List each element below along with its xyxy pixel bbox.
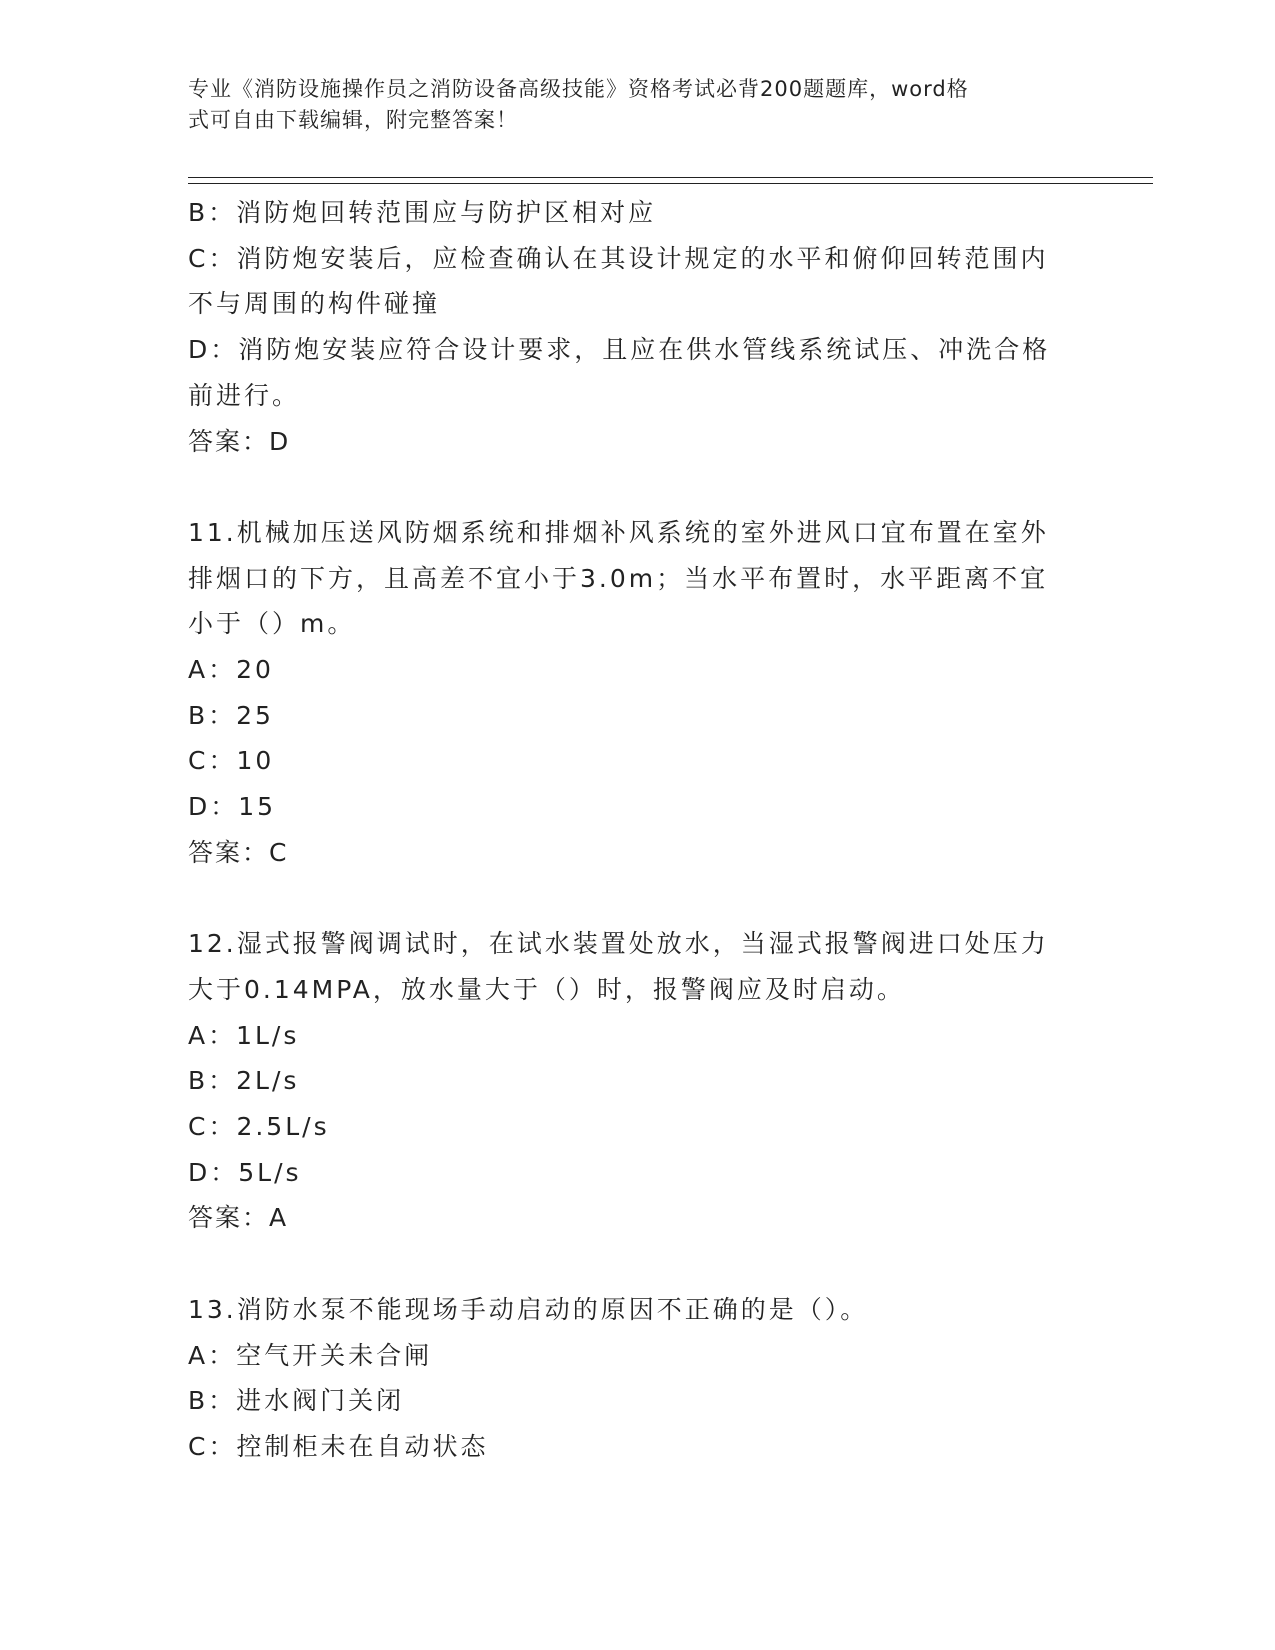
option-line: C：10 [188, 746, 275, 776]
option-line: C：控制柜未在自动状态 [188, 1431, 489, 1461]
answer-line: 答案：C [188, 837, 289, 867]
option-line: 不与周围的构件碰撞 [188, 289, 441, 319]
question-stem: 12.湿式报警阀调试时，在试水装置处放水，当湿式报警阀进口处压力 [188, 929, 1049, 959]
option-line: 前进行。 [188, 380, 301, 410]
question-stem: 排烟口的下方，且高差不宜小于3.0m；当水平布置时，水平距离不宜 [188, 563, 1049, 593]
option-line: A：20 [188, 655, 274, 685]
question-block [188, 1287, 1088, 1470]
question-block [188, 921, 1088, 1241]
question-stem: 11.机械加压送风防烟系统和排烟补风系统的室外进风口宜布置在室外 [188, 517, 1049, 547]
question-list [188, 190, 1088, 1470]
question-block [188, 190, 1088, 464]
question-stem: 小于（）m。 [188, 609, 356, 639]
header-divider-bottom [188, 183, 1153, 184]
option-line: D：5L/s [188, 1157, 302, 1187]
option-line: C：2.5L/s [188, 1112, 330, 1142]
option-line: B：进水阀门关闭 [188, 1386, 405, 1416]
question-stem: 大于0.14MPA，放水量大于（）时，报警阀应及时启动。 [188, 974, 905, 1004]
answer-line: 答案：A [188, 1203, 289, 1233]
option-line: D：15 [188, 792, 277, 822]
question-block [188, 510, 1088, 876]
document-header [188, 74, 1088, 136]
answer-line: 答案：D [188, 426, 291, 456]
block-spacer [188, 464, 1088, 510]
option-line: A：空气开关未合闸 [188, 1340, 433, 1370]
option-line: D：消防炮安装应符合设计要求，且应在供水管线系统试压、冲洗合格 [188, 335, 1051, 365]
option-line: B：2L/s [188, 1066, 300, 1096]
header-line-2: 式可自由下载编辑，附完整答案！ [188, 108, 518, 132]
option-line: B：消防炮回转范围应与防护区相对应 [188, 198, 657, 227]
block-spacer [188, 876, 1088, 922]
option-line: B：25 [188, 700, 274, 730]
header-divider-top [188, 177, 1153, 178]
option-line: C：消防炮安装后，应检查确认在其设计规定的水平和俯仰回转范围内 [188, 243, 1049, 273]
question-stem: 13.消防水泵不能现场手动启动的原因不正确的是（）。 [188, 1294, 869, 1324]
header-line-1: 专业《消防设施操作员之消防设备高级技能》资格考试必背200题题库，word格 [188, 77, 969, 101]
option-line: A：1L/s [188, 1020, 300, 1050]
block-spacer [188, 1241, 1088, 1287]
